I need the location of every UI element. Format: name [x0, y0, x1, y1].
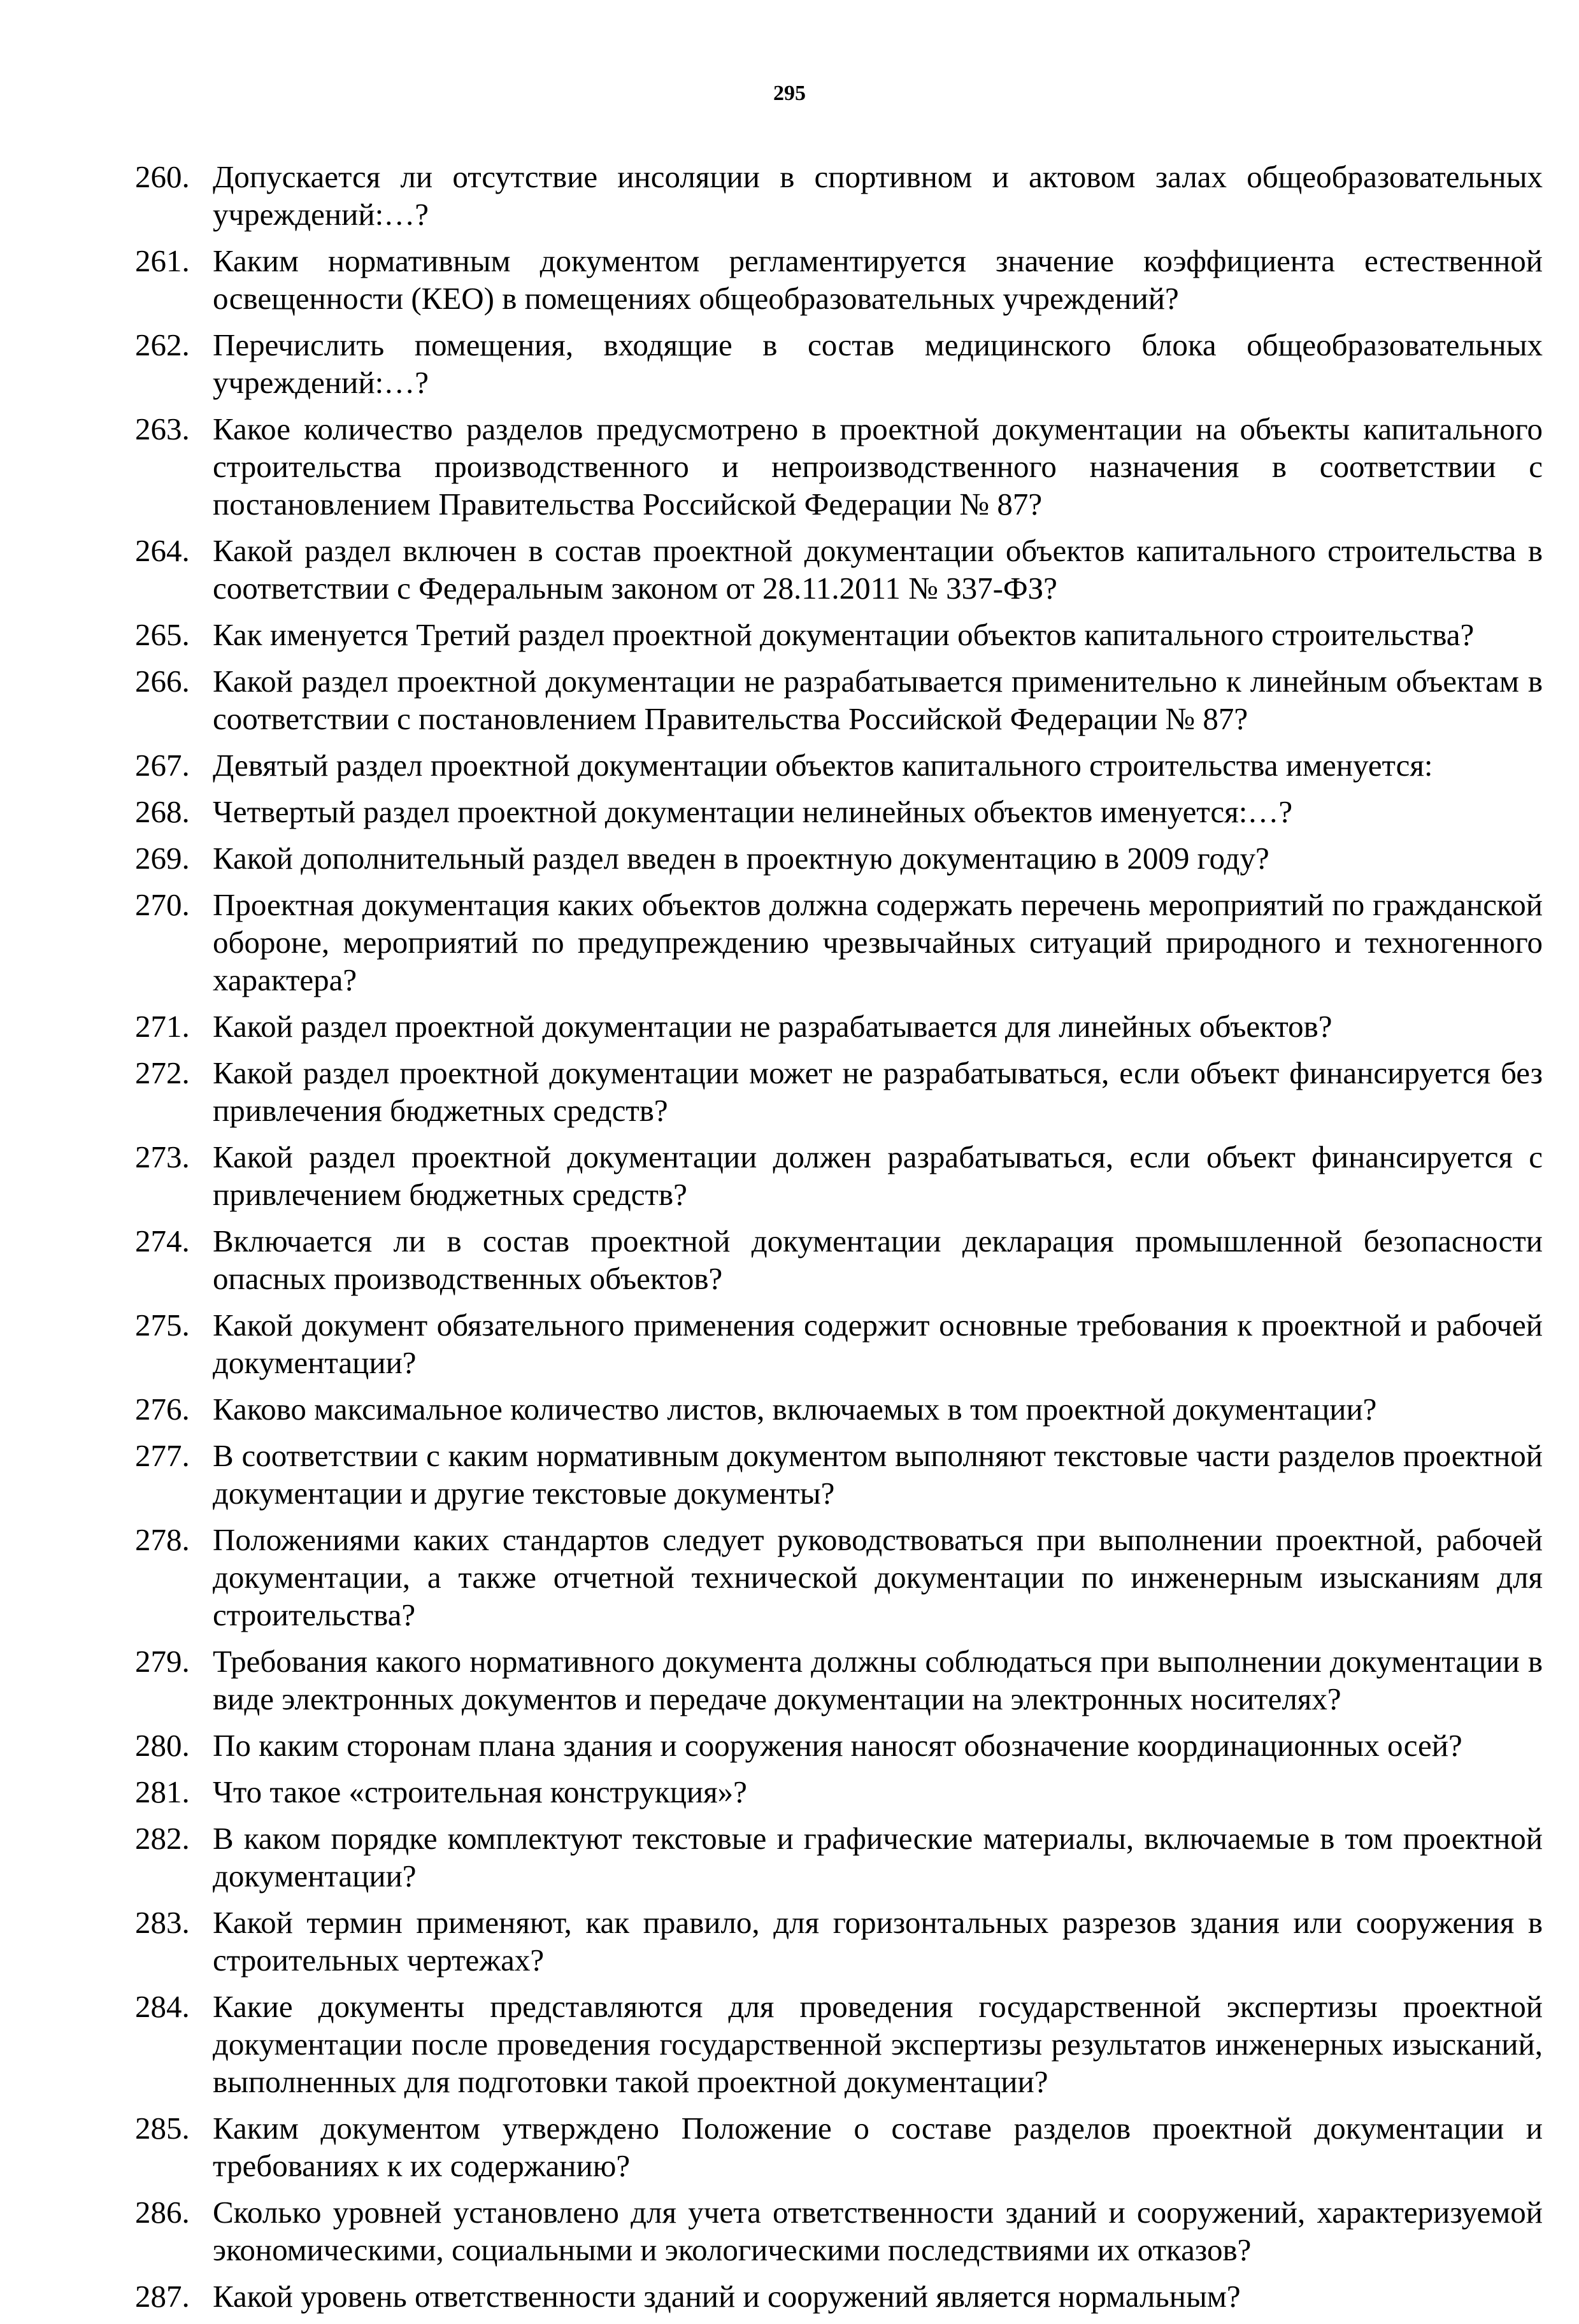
question-number: 287.: [135, 2279, 190, 2314]
question-item: [135, 532, 1543, 607]
question-item: [135, 839, 1543, 877]
question-text: Сколько уровней установлено для учета ответственности зданий и сооружений, характеризуемой экономическими, социальными и экологическими последствиями их отказов?: [213, 2195, 1543, 2267]
question-text: Что такое «строительная конструкция»?: [213, 1774, 747, 1809]
question-text: Какой уровень ответственности зданий и сооружений является нормальным?: [213, 2279, 1241, 2314]
question-item: [135, 1773, 1543, 1811]
question-text: Перечислить помещения, входящие в состав медицинского блока общеобразовательных учреждений:…?: [213, 327, 1543, 400]
question-text: Какой раздел проектной документации не разрабатывается для линейных объектов?: [213, 1009, 1333, 1044]
question-text: Какой документ обязательного применения содержит основные требования к проектной и рабочей документации?: [213, 1308, 1543, 1380]
question-item: [135, 1390, 1543, 1428]
question-item: [135, 746, 1543, 784]
question-item: [135, 1008, 1543, 1045]
question-number: 265.: [135, 617, 190, 652]
question-number: 274.: [135, 1223, 190, 1258]
question-text: Каково максимальное количество листов, включаемых в том проектной документации?: [213, 1392, 1377, 1427]
question-number: 269.: [135, 841, 190, 876]
question-item: [135, 1988, 1543, 2100]
page-number: 295: [773, 82, 806, 105]
question-number: 281.: [135, 1774, 190, 1809]
question-number: 267.: [135, 748, 190, 783]
question-number: 264.: [135, 533, 190, 568]
question-text: Проектная документация каких объектов должна содержать перечень мероприятий по гражданской обороне, мероприятий по предупреждению чрезвычайных ситуаций природного и техногенного характера?: [213, 887, 1543, 997]
question-item: [135, 1820, 1543, 1895]
question-text: Какие документы представляются для проведения государственной экспертизы проектной документации после проведения государственной экспертизы результатов инженерных изысканий, выполненных для подготовки такой проектной документации?: [213, 1989, 1543, 2099]
question-item: [135, 793, 1543, 831]
question-number: 282.: [135, 1821, 190, 1856]
question-item: [135, 662, 1543, 738]
question-text: Допускается ли отсутствие инсоляции в спортивном и актовом залах общеобразовательных учреждений:…?: [213, 159, 1543, 232]
question-item: [135, 1138, 1543, 1213]
question-text: Какой дополнительный раздел введен в проектную документацию в 2009 году?: [213, 841, 1269, 876]
question-text: Каким документом утверждено Положение о составе разделов проектной документации и требованиях к их содержанию?: [213, 2111, 1543, 2183]
question-text: Включается ли в состав проектной документации декларация промышленной безопасности опасных производственных объектов?: [213, 1223, 1543, 1296]
question-text: Какой раздел проектной документации не разрабатывается применительно к линейным объектам в соответствии с постановлением Правительства Российской Федерации № 87?: [213, 664, 1543, 736]
question-item: [135, 1437, 1543, 1512]
question-number: 272.: [135, 1055, 190, 1090]
question-text: По каким сторонам плана здания и сооружения наносят обозначение координационных осей?: [213, 1728, 1462, 1763]
question-number: 270.: [135, 887, 190, 922]
question-number: 271.: [135, 1009, 190, 1044]
question-item: [135, 410, 1543, 523]
question-number: 262.: [135, 327, 190, 362]
question-list: [135, 158, 1543, 2324]
question-number: 276.: [135, 1392, 190, 1427]
question-text: Каким нормативным документом регламентируется значение коэффициента естественной освещенности (КЕО) в помещениях общеобразовательных учреждений?: [213, 243, 1543, 316]
question-text: Какой раздел включен в состав проектной документации объектов капитального строительства в соответствии с Федеральным законом от 28.11.2011 № 337-ФЗ?: [213, 533, 1543, 606]
question-text: Какой термин применяют, как правило, для горизонтальных разрезов здания или сооружения в строительных чертежах?: [213, 1905, 1543, 1978]
question-item: [135, 242, 1543, 317]
question-item: [135, 1904, 1543, 1979]
question-item: [135, 616, 1543, 653]
question-number: 284.: [135, 1989, 190, 2024]
question-item: [135, 1222, 1543, 1297]
question-text: Какой раздел проектной документации должен разрабатываться, если объект финансируется с привлечением бюджетных средств?: [213, 1139, 1543, 1212]
question-number: 279.: [135, 1644, 190, 1679]
question-number: 280.: [135, 1728, 190, 1763]
question-text: Как именуется Третий раздел проектной документации объектов капитального строительства?: [213, 617, 1475, 652]
question-text: Четвертый раздел проектной документации нелинейных объектов именуется:…?: [213, 794, 1293, 829]
question-number: 275.: [135, 1308, 190, 1343]
question-item: [135, 1521, 1543, 1634]
question-item: [135, 326, 1543, 401]
question-item: [135, 886, 1543, 999]
question-number: 263.: [135, 411, 190, 446]
question-item: [135, 2193, 1543, 2269]
question-text: Какое количество разделов предусмотрено в проектной документации на объекты капитального строительства производственного и непроизводственного назначения в соответствии с постановлением Правительства Российской Федерации № 87?: [213, 411, 1543, 522]
question-number: 260.: [135, 159, 190, 194]
question-text: Требования какого нормативного документа должны соблюдаться при выполнении документации в виде электронных документов и передаче документации на электронных носителях?: [213, 1644, 1543, 1716]
question-number: 261.: [135, 243, 190, 278]
question-item: [135, 2109, 1543, 2185]
question-text: Положениями каких стандартов следует руководствоваться при выполнении проектной, рабочей документации, а также отчетной технической документации по инженерным изысканиям для строительства?: [213, 1522, 1543, 1632]
question-item: [135, 1643, 1543, 1718]
question-number: 266.: [135, 664, 190, 699]
question-text: В соответствии с каким нормативным документом выполняют текстовые части разделов проектной документации и другие текстовые документы?: [213, 1438, 1543, 1511]
question-number: 277.: [135, 1438, 190, 1473]
question-number: 273.: [135, 1139, 190, 1174]
question-text: Какой раздел проектной документации может не разрабатываться, если объект финансируется без привлечения бюджетных средств?: [213, 1055, 1543, 1128]
question-item: [135, 1306, 1543, 1381]
question-number: 286.: [135, 2195, 190, 2230]
question-number: 268.: [135, 794, 190, 829]
question-item: [135, 1727, 1543, 1764]
question-number: 285.: [135, 2111, 190, 2146]
question-item: [135, 2278, 1543, 2315]
question-number: 283.: [135, 1905, 190, 1940]
question-text: Девятый раздел проектной документации объектов капитального строительства именуется:: [213, 748, 1433, 783]
question-item: [135, 158, 1543, 233]
question-number: 278.: [135, 1522, 190, 1557]
question-item: [135, 1054, 1543, 1129]
question-text: В каком порядке комплектуют текстовые и графические материалы, включаемые в том проектной документации?: [213, 1821, 1543, 1893]
